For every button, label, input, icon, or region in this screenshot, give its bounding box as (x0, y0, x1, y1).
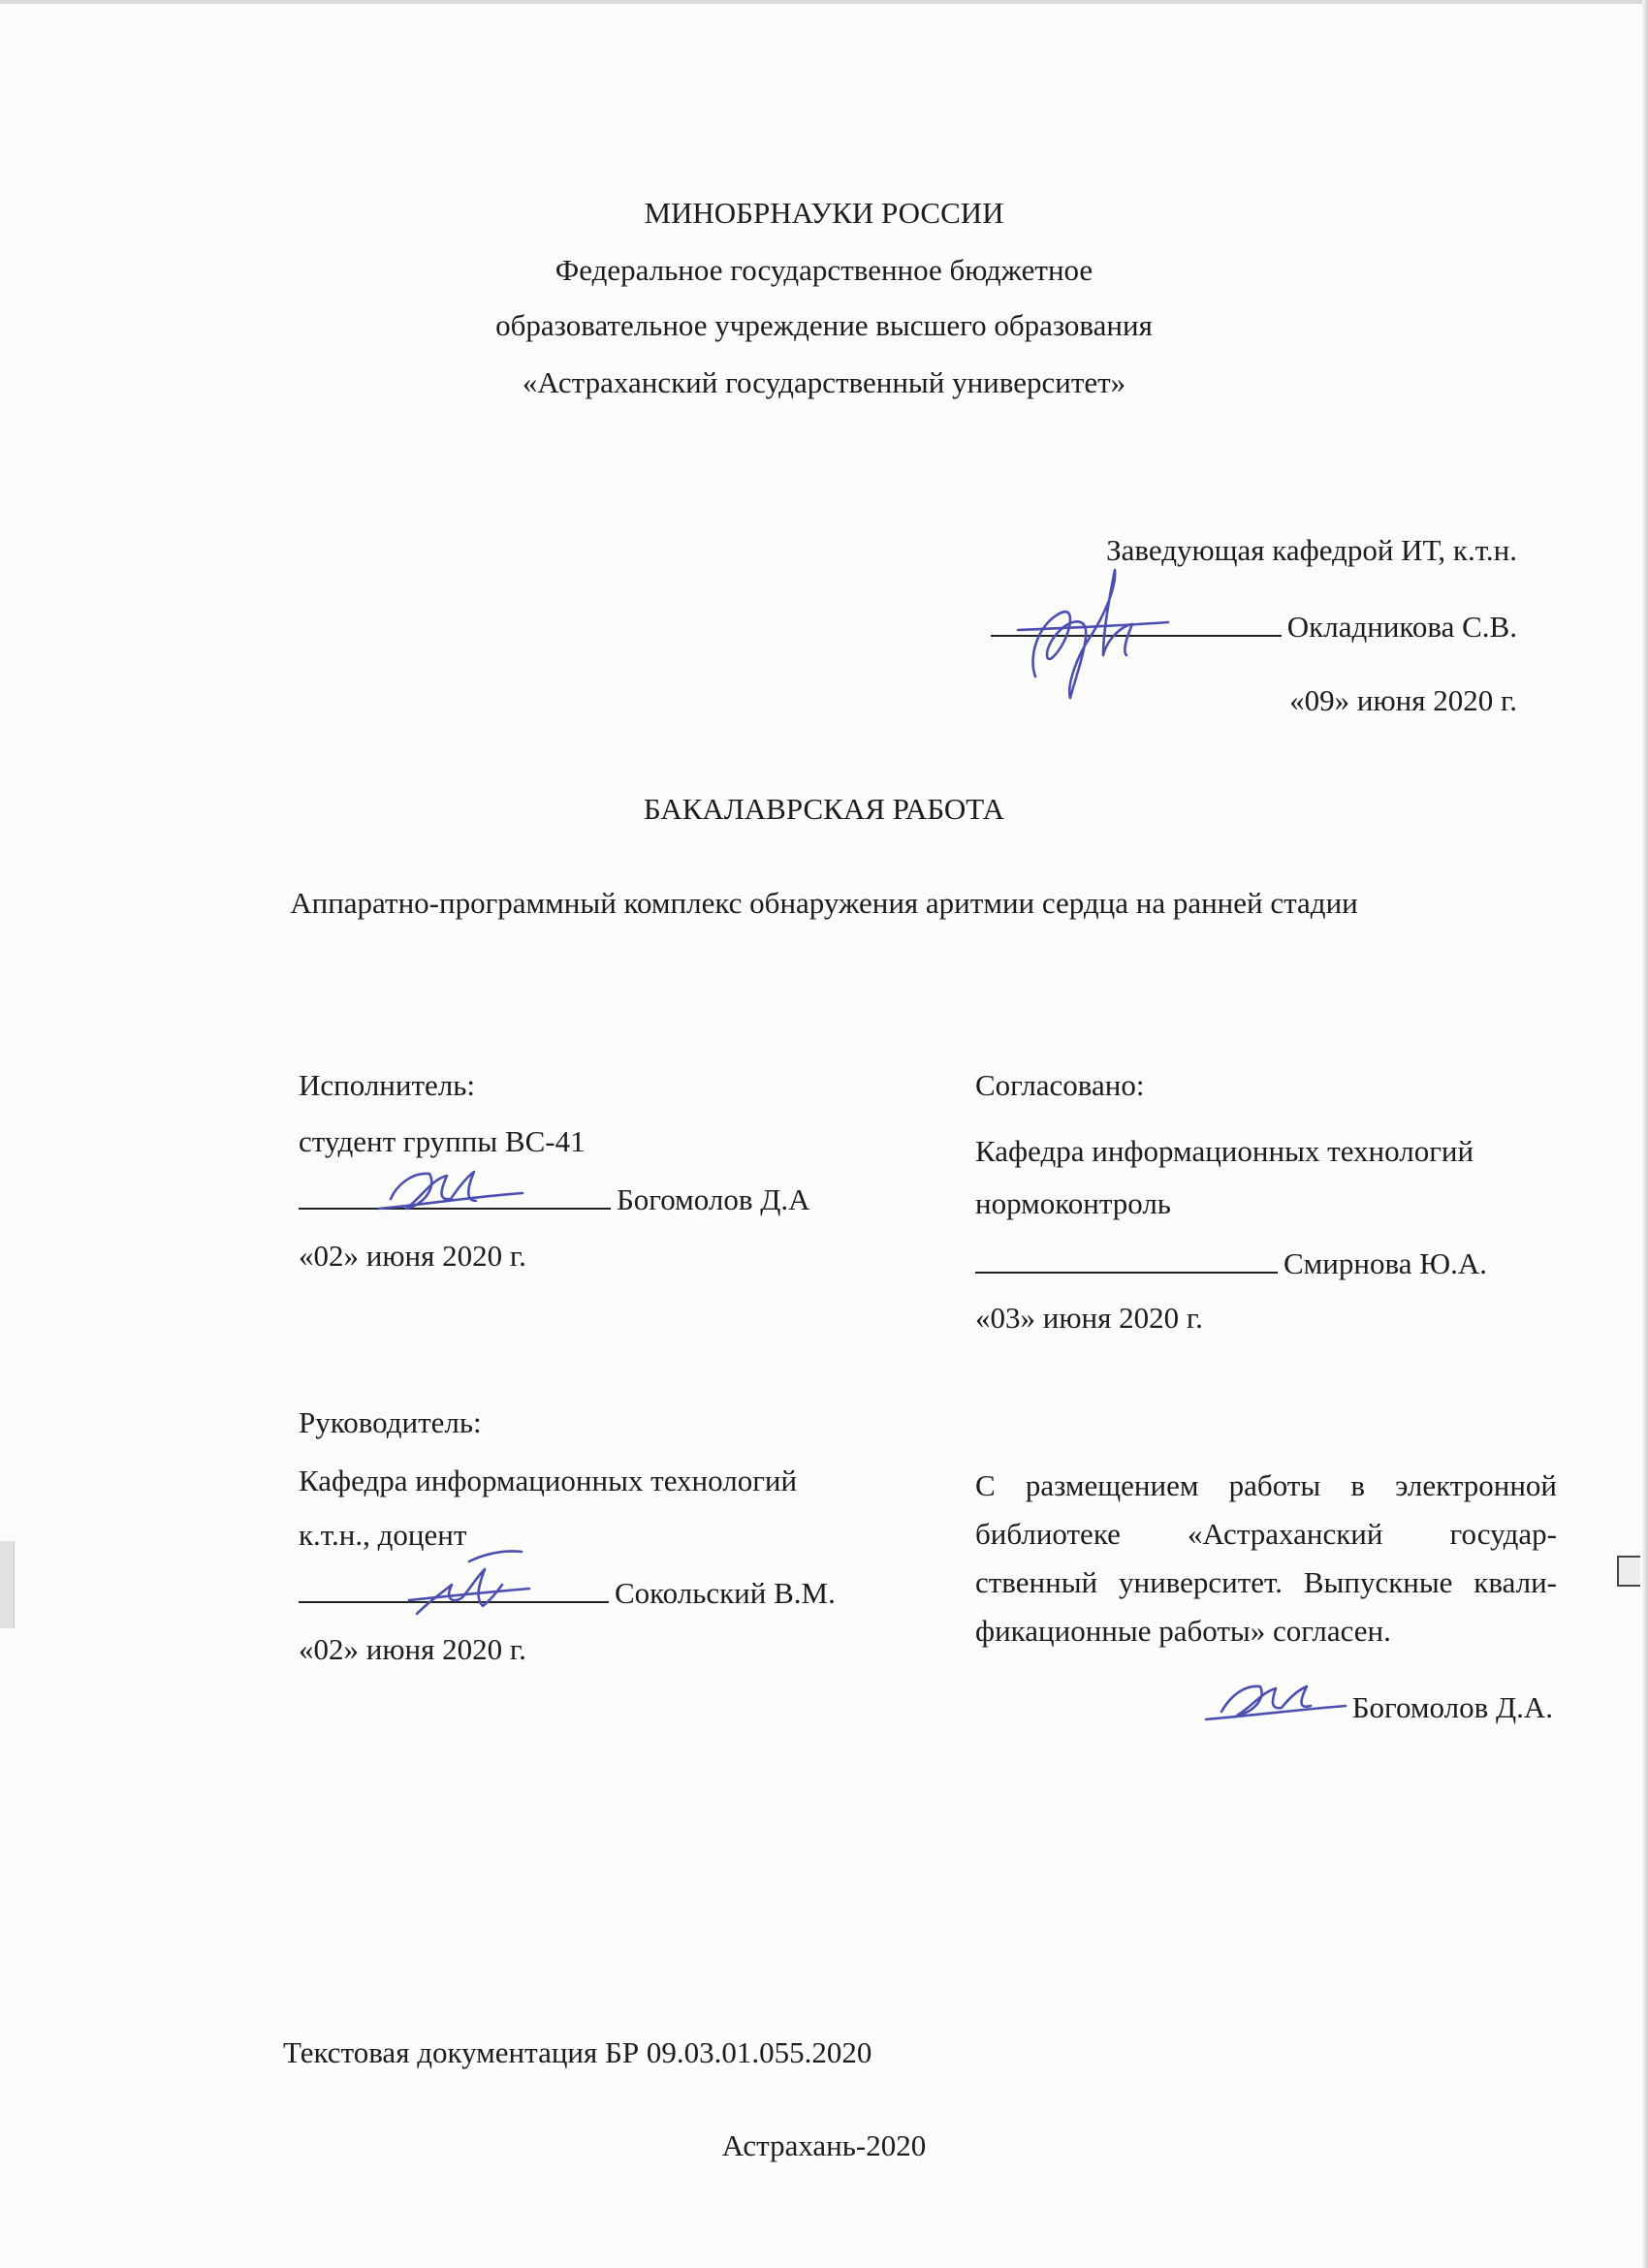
agreed-signature-line (975, 1244, 1487, 1283)
agreed-name: Смирнова Ю.А. (1284, 1246, 1487, 1280)
supervisor-signature-line (299, 1574, 836, 1613)
consent-line: библиотеке «Астраханский государ- (975, 1517, 1557, 1551)
agreed-date: «03» июня 2020 г. (975, 1301, 1203, 1335)
supervisor-label: Руководитель: (299, 1405, 482, 1439)
university-name: «Астраханский государственный университет» (522, 365, 1126, 399)
consent-signature (1202, 1667, 1347, 1735)
approval-date: «09» июня 2020 г. (1289, 683, 1517, 717)
work-title: Аппаратно-программный комплекс обнаружения аритмии сердца на ранней стадии (290, 886, 1358, 920)
city-year: Астрахань-2020 (721, 2128, 927, 2162)
punch-mark (1617, 1556, 1640, 1587)
signature-line (299, 1574, 609, 1603)
signature-line (991, 608, 1282, 637)
approval-name: Окладникова С.В. (1286, 610, 1517, 644)
executor-signature-line (299, 1181, 810, 1219)
supervisor-date: «02» июня 2020 г. (299, 1632, 526, 1666)
supervisor-department: Кафедра информационных технологий (299, 1464, 798, 1497)
executor-group: студент группы ВС-41 (299, 1124, 586, 1158)
scan-edge (0, 0, 1648, 4)
consent-name: Богомолов Д.А. (1351, 1690, 1553, 1724)
executor-date: «02» июня 2020 г. (299, 1239, 526, 1273)
agreed-role: нормоконтроль (975, 1186, 1171, 1220)
signature-line (299, 1181, 611, 1210)
executor-name: Богомолов Д.А (617, 1182, 810, 1216)
supervisor-name: Сокольский В.М. (615, 1576, 836, 1610)
scan-edge (0, 1541, 15, 1628)
consent-line: С размещением работы в электронной (975, 1468, 1557, 1502)
consent-line: фикационные работы» согласен. (975, 1614, 1391, 1648)
signature-line (975, 1244, 1278, 1274)
approval-signature-line (991, 608, 1517, 646)
org-line: образовательное учреждение высшего образования (495, 308, 1153, 342)
agreed-label: Согласовано: (975, 1068, 1145, 1102)
work-type: БАКАЛАВРСКАЯ РАБОТА (643, 792, 1005, 826)
consent-paragraph (975, 1462, 1557, 1655)
approval-position: Заведующая кафедрой ИТ, к.т.н. (1106, 533, 1517, 567)
ministry-heading: МИНОБРНАУКИ РОССИИ (644, 196, 1004, 230)
org-line: Федеральное государственное бюджетное (555, 253, 1093, 287)
supervisor-title: к.т.н., доцент (299, 1518, 467, 1552)
executor-label: Исполнитель: (299, 1068, 476, 1102)
document-code: Текстовая документация БР 09.03.01.055.2020 (283, 2035, 872, 2069)
consent-line: ственный университет. Выпускные квали- (975, 1565, 1557, 1599)
agreed-department: Кафедра информационных технологий (975, 1134, 1474, 1168)
